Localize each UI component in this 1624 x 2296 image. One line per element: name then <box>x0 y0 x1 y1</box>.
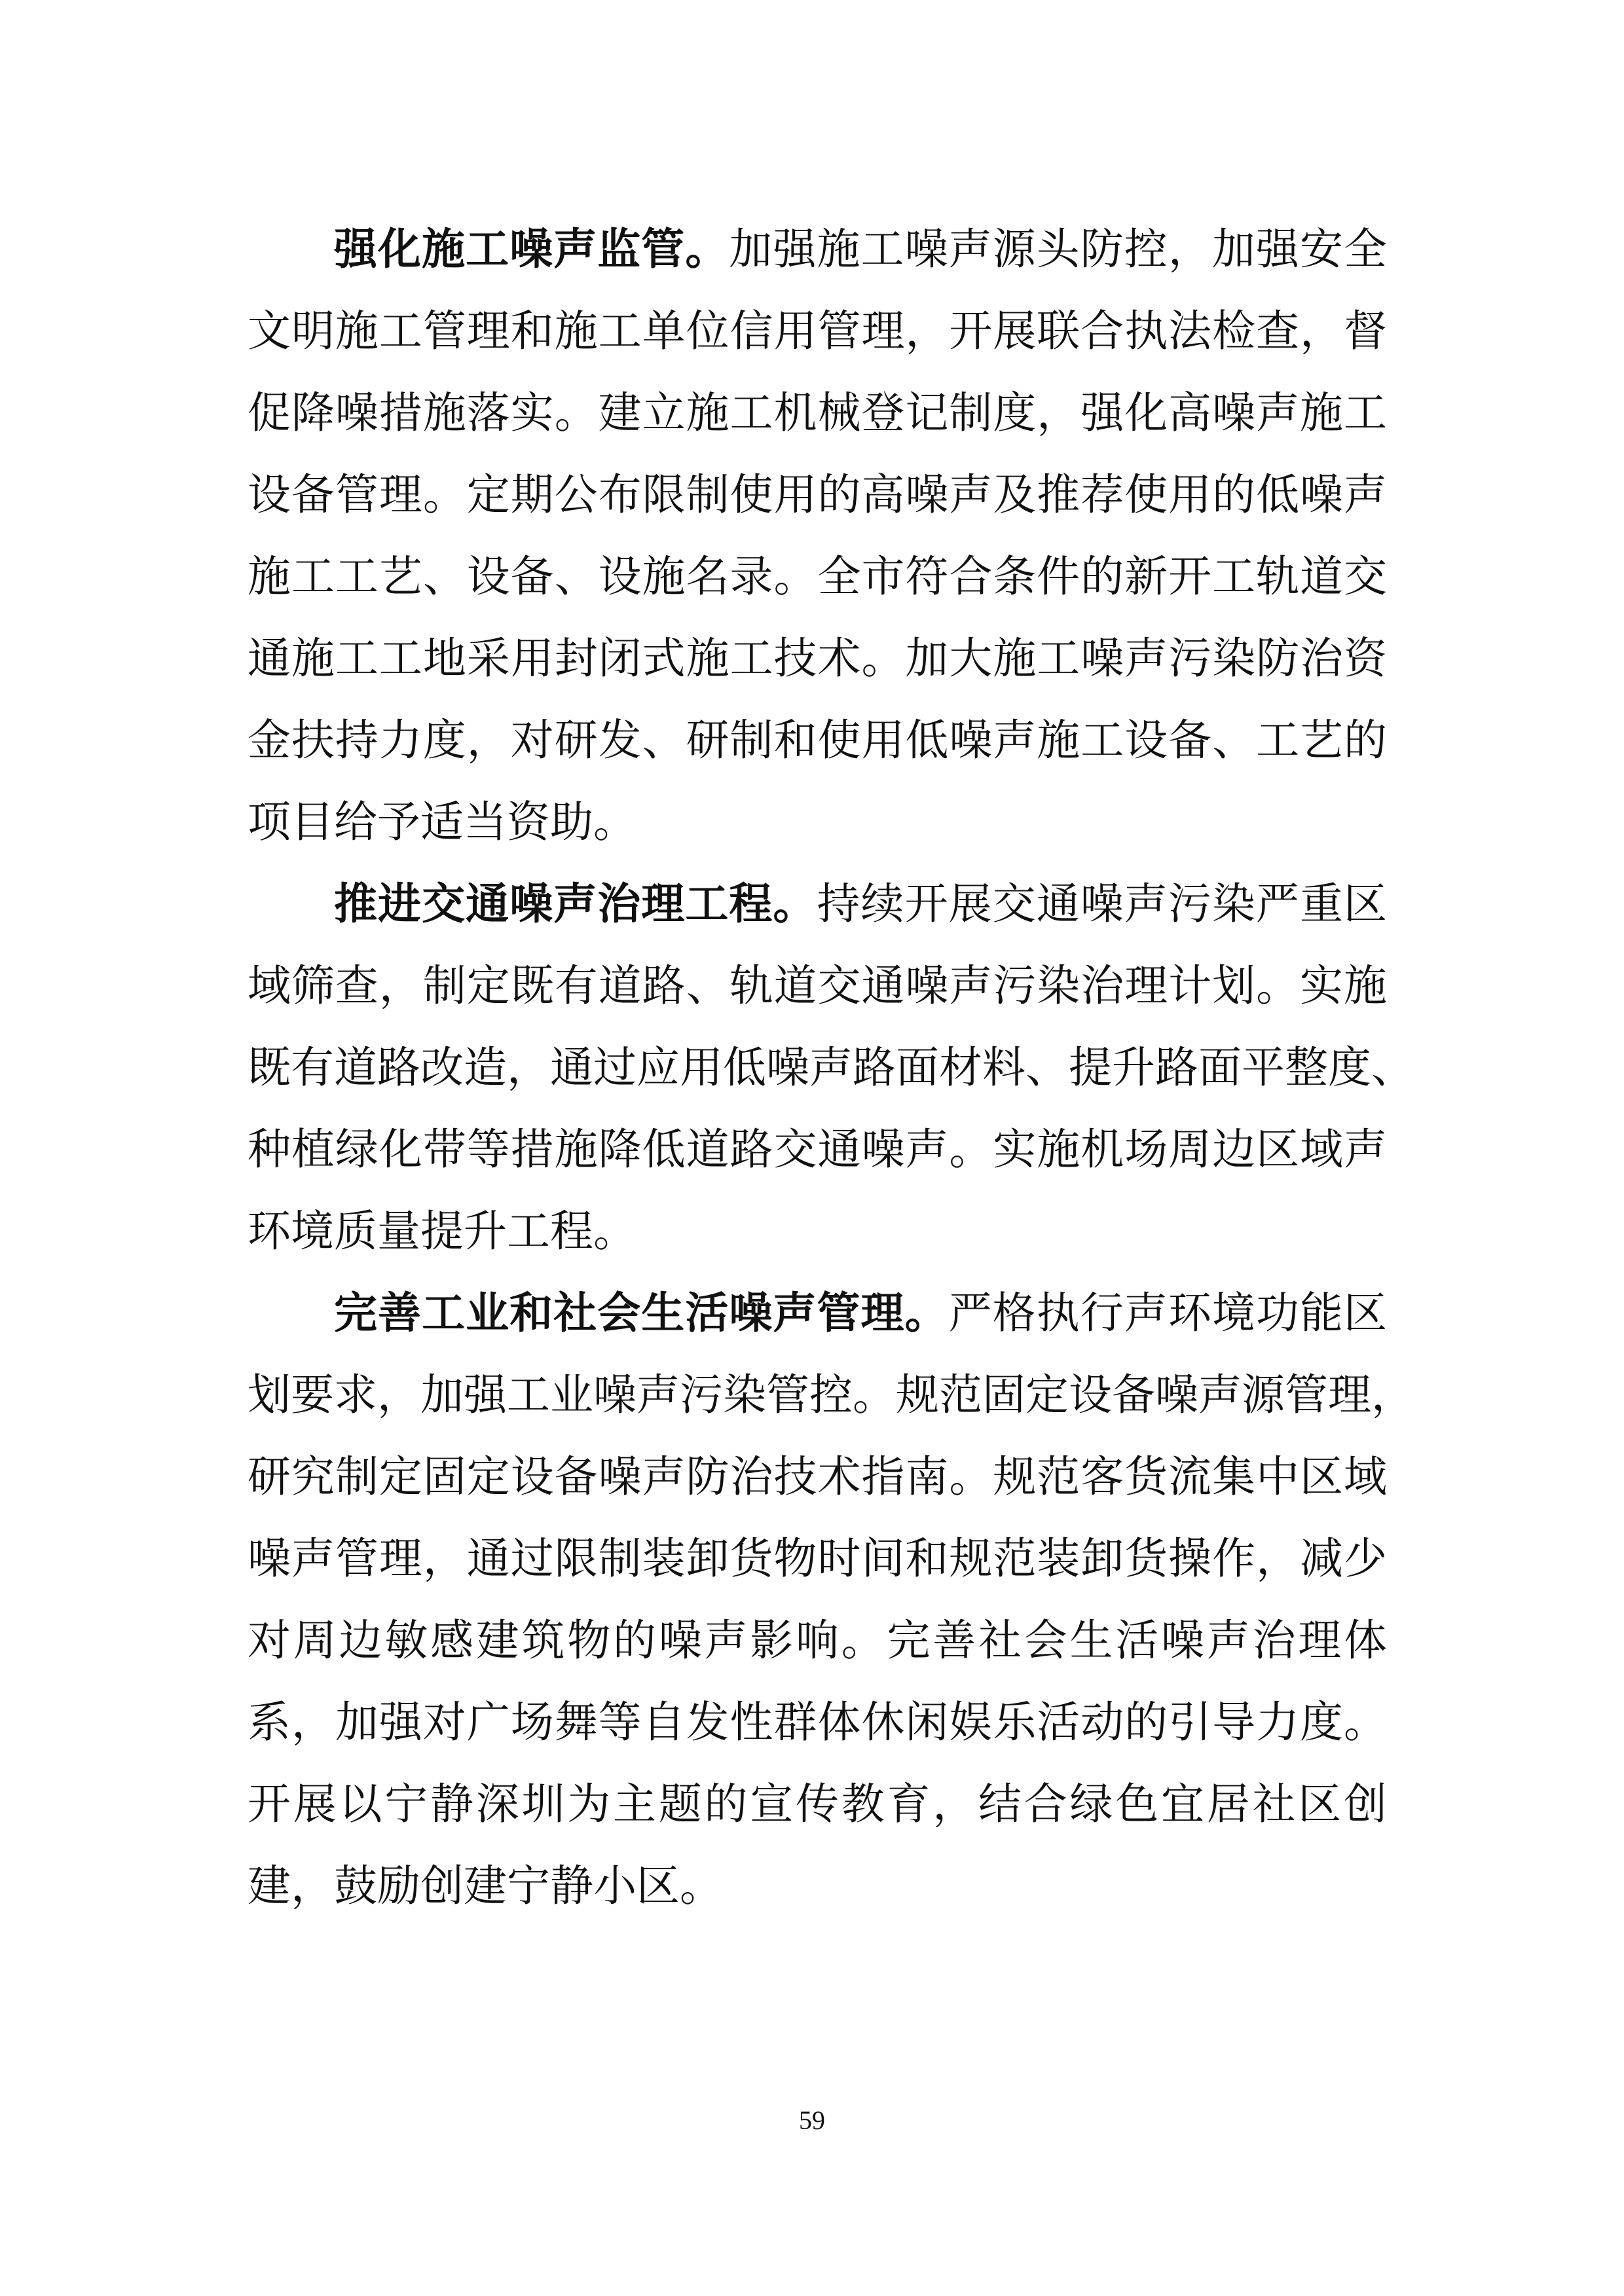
paragraph-1-line-5: 施工工艺、设备、设施名录。全市符合条件的新开工轨道交 <box>248 551 1387 602</box>
paragraph-1-line-6: 通施工工地采用封闭式施工技术。加大施工噪声污染防治资 <box>248 633 1387 683</box>
paragraph-2-line-4: 种植绿化带等措施降低道路交通噪声。实施机场周边区域声 <box>248 1124 1387 1175</box>
paragraph-3-line-1 <box>334 1272 1387 1354</box>
paragraph-3-line-5: 对周边敏感建筑物的噪声影响。完善社会生活噪声治理体 <box>248 1615 1387 1666</box>
paragraph-1-line-4: 设备管理。定期公布限制使用的高噪声及推荐使用的低噪声 <box>248 469 1387 520</box>
paragraph-1-line-3: 促降噪措施落实。建立施工机械登记制度，强化高噪声施工 <box>248 388 1387 438</box>
paragraph-2-line-2: 域筛查，制定既有道路、轨道交通噪声污染治理计划。实施 <box>248 960 1387 1011</box>
page-number: 59 <box>799 2105 825 2135</box>
paragraph-2-line-5: 环境质量提升工程。 <box>248 1206 637 1256</box>
paragraph-3-line-4: 噪声管理，通过限制装卸货物时间和规范装卸货操作，减少 <box>248 1533 1387 1584</box>
paragraph-1-line-7: 金扶持力度，对研发、研制和使用低噪声施工设备、工艺的 <box>248 715 1387 765</box>
paragraph-3-heading: 完善工业和社会生活噪声管理。 <box>334 1287 949 1338</box>
paragraph-3-text: 严格执行声环境功能区 <box>948 1288 1388 1338</box>
paragraph-2-line-1 <box>334 863 1387 945</box>
paragraph-3-line-6: 系，加强对广场舞等自发性群体休闲娱乐活动的引导力度。 <box>248 1697 1387 1747</box>
paragraph-1-line-8: 项目给予适当资助。 <box>248 797 637 847</box>
paragraph-2-line-3: 既有道路改造，通过应用低噪声路面材料、提升路面平整度、 <box>248 1042 1414 1093</box>
paragraph-3-line-2: 划要求，加强工业噪声污染管控。规范固定设备噪声源管理， <box>248 1370 1414 1420</box>
paragraph-1-line-1 <box>334 208 1387 290</box>
paragraph-1-text: 加强施工噪声源头防控，加强安全 <box>729 224 1388 274</box>
paragraph-3-line-8: 建，鼓励创建宁静小区。 <box>248 1861 723 1911</box>
paragraph-1-line-2: 文明施工管理和施工单位信用管理，开展联合执法检查，督 <box>248 306 1387 356</box>
paragraph-2-text: 持续开展交通噪声污染严重区 <box>817 879 1388 929</box>
paragraph-3-line-7: 开展以宁静深圳为主题的宣传教育，结合绿色宜居社区创 <box>248 1779 1387 1829</box>
paragraph-3-line-3: 研究制定固定设备噪声防治技术指南。规范客货流集中区域 <box>248 1451 1387 1502</box>
paragraph-1-heading: 强化施工噪声监管。 <box>334 223 729 274</box>
paragraph-2-heading: 推进交通噪声治理工程。 <box>334 878 817 929</box>
